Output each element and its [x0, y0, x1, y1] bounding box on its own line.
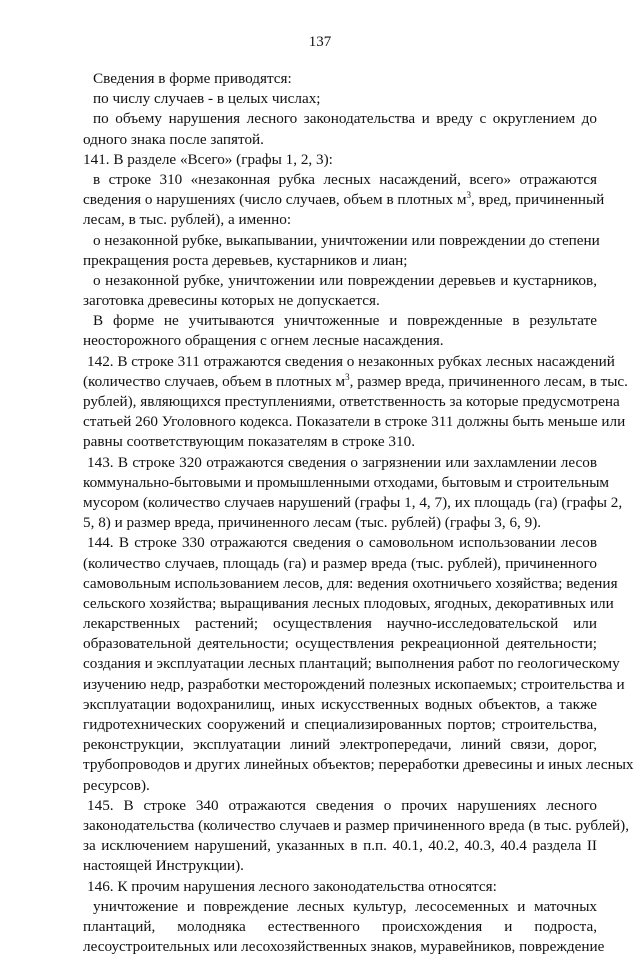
text-line	[83, 493, 623, 513]
text-line	[83, 634, 597, 654]
text-line	[83, 190, 605, 210]
text-line-content: создания и эксплуатации лесных плантаций; выполнения работ по геологическому	[83, 655, 620, 673]
text-line-content: равны соответствующим показателям в строке 310.	[83, 433, 415, 451]
text-line-content: лесоустроительных или лесохозяйственных знаков, муравейников, повреждение	[83, 938, 605, 956]
text-line-content: (количество случаев, объем в плотных м	[83, 372, 346, 390]
text-line	[83, 130, 597, 150]
superscript: 3	[345, 371, 350, 382]
text-line-content: неосторожного обращения с огнем лесные насаждения.	[83, 332, 444, 350]
text-line-content: рублей), являющихся преступлениями, ответственность за которые предусмотрена	[83, 393, 620, 410]
text-line	[83, 311, 597, 331]
text-line	[83, 150, 597, 170]
text-line-content: коммунально-бытовыми и промышленными отходами, бытовым и строительным	[83, 473, 610, 491]
text-line	[83, 271, 597, 291]
text-line-content: мусором (количество случаев нарушений (графы 1, 4, 7), их площадь (га) (графы 2,	[83, 493, 623, 511]
text-line-content: о незаконной рубке, уничтожении или повреждении деревьев и кустарников,	[93, 271, 597, 289]
text-line	[83, 352, 615, 372]
text-line	[83, 816, 629, 836]
text-line	[83, 877, 597, 897]
text-line	[83, 251, 597, 271]
text-line	[83, 170, 597, 190]
text-line-content: статьей 260 Уголовного кодекса. Показатели в строке 311 должны быть меньше или	[83, 413, 626, 431]
text-line-content: гидротехнических сооружений и специализированных портов; строительства,	[83, 716, 597, 733]
text-line-content: 146. К прочим нарушения лесного законодательства относятся:	[87, 877, 497, 895]
text-line-content: сведения о нарушениях (число случаев, объем в плотных м	[83, 191, 467, 209]
page-number: 137	[308, 34, 332, 50]
text-line-content: 144. В строке 330 отражаются сведения о самовольном использовании лесов	[87, 534, 597, 552]
text-line	[83, 513, 597, 533]
text-line	[83, 836, 597, 856]
text-line-content: уничтожение и повреждение лесных культур, лесосеменных и маточных	[93, 897, 597, 915]
text-line	[83, 614, 597, 634]
text-line-content: ресурсов).	[83, 776, 150, 794]
text-line	[83, 392, 620, 412]
text-line	[83, 554, 597, 574]
text-line	[83, 917, 597, 937]
text-line-content: лекарственных растений; осуществления научно-исследовательской или	[83, 615, 597, 633]
text-line-content: эксплуатации водохранилищ, иных искусственных водных объектов, а также	[83, 695, 597, 713]
text-line-content: реконструкции, эксплуатации линий электропередачи, линий связи, дорог,	[83, 736, 597, 754]
text-line-content: изучению недр, разработки месторождений полезных ископаемых; строительства и	[83, 675, 625, 693]
text-line-content: В форме не учитываются уничтоженные и поврежденные в результате	[93, 312, 597, 330]
text-line	[83, 715, 597, 735]
text-line-content: одного знака после запятой.	[83, 130, 264, 148]
text-line-content: (количество случаев, площадь (га) и размер вреда (тыс. рублей), причиненного	[83, 554, 597, 572]
text-line-content: 145. В строке 340 отражаются сведения о прочих нарушениях лесного	[87, 796, 597, 814]
text-line-continuation: , размер вреда, причиненного лесам, в тыс.	[349, 372, 628, 390]
text-line	[83, 594, 614, 614]
text-line	[83, 371, 628, 392]
text-line	[83, 856, 597, 876]
text-line	[83, 533, 597, 553]
text-line	[83, 412, 626, 432]
text-line-content: 141. В разделе «Всего» (графы 1, 2, 3):	[83, 150, 333, 168]
text-line	[83, 796, 597, 816]
text-line-content: трубопроводов и других линейных объектов; переработки древесины и иных лесных	[83, 756, 634, 774]
text-line-content: Сведения в форме приводятся:	[93, 70, 292, 87]
text-line	[83, 473, 610, 493]
text-line	[83, 231, 600, 251]
superscript: 3	[466, 190, 471, 201]
text-line	[83, 735, 597, 755]
text-line-content: за исключением нарушений, указанных в п.п. 40.1, 40.2, 40.3, 40.4 раздела II	[83, 837, 597, 855]
text-line-content: по числу случаев - в целых числах;	[93, 90, 321, 108]
text-line	[83, 69, 597, 89]
text-line-content: прекращения роста деревьев, кустарников и лиан;	[83, 251, 408, 269]
text-line-content: по объему нарушения лесного законодательства и вреду с округлением до	[93, 110, 597, 128]
text-line	[83, 453, 597, 473]
text-line-content: в строке 310 «незаконная рубка лесных насаждений, всего» отражаются	[93, 170, 597, 188]
text-line	[83, 675, 625, 695]
text-line-content: образовательной деятельности; осуществления рекреационной деятельности;	[83, 635, 597, 653]
text-line	[83, 432, 597, 452]
text-line	[83, 755, 634, 775]
text-line-content: плантаций, молодняка естественного происхождения и подроста,	[83, 917, 597, 935]
text-line	[83, 654, 620, 674]
text-line-content: сельского хозяйства; выращивания лесных плодовых, ягодных, декоративных или	[83, 594, 614, 612]
text-line-content: 5, 8) и размер вреда, причиненного лесам (тыс. рублей) (графы 3, 6, 9).	[83, 514, 542, 532]
text-line	[83, 109, 597, 129]
text-line	[83, 574, 618, 594]
text-line	[83, 776, 597, 796]
text-line	[83, 937, 605, 957]
text-line	[83, 695, 597, 715]
text-line-content: о незаконной рубке, выкапывании, уничтожении или повреждении до степени	[93, 231, 600, 249]
text-line	[83, 291, 597, 311]
text-line	[83, 331, 597, 351]
text-line-continuation: , вред, причиненный	[471, 191, 605, 209]
text-line-content: самовольным использованием лесов, для: ведения охотничьего хозяйства; ведения	[83, 574, 618, 592]
text-line-content: 143. В строке 320 отражаются сведения о загрязнении или захламлении лесов	[87, 453, 597, 471]
body-text	[83, 69, 634, 957]
text-line	[83, 897, 597, 917]
text-line-content: 142. В строке 311 отражаются сведения о незаконных рубках лесных насаждений	[87, 352, 615, 370]
text-line	[83, 210, 597, 230]
text-line-content: настоящей Инструкции).	[83, 857, 244, 875]
text-line-content: лесам, в тыс. рублей), а именно:	[83, 211, 292, 229]
text-line-content: законодательства (количество случаев и размер причиненного вреда (в тыс. рублей),	[83, 816, 629, 834]
text-line	[83, 89, 597, 109]
text-line-content: заготовка древесины которых не допускается.	[83, 292, 380, 310]
